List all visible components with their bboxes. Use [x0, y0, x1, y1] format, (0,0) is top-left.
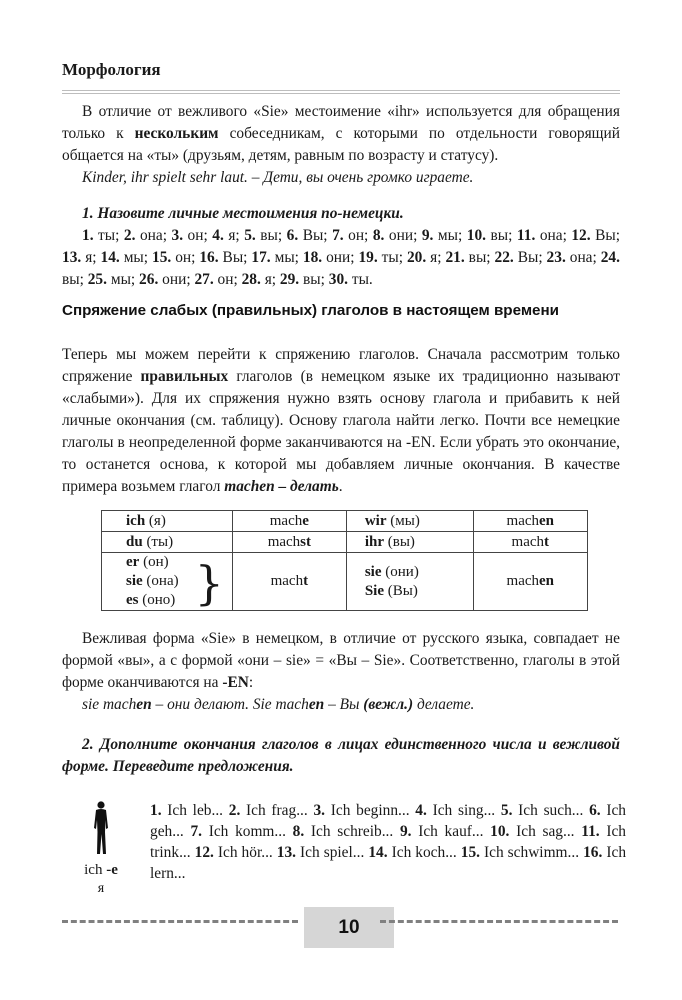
exercise-1-items — [62, 225, 620, 291]
pronoun-cell-plural — [346, 511, 473, 532]
polite-ex-2-ending: en — [308, 696, 325, 713]
section-paragraph — [62, 344, 620, 498]
item-number: 13. — [62, 249, 82, 266]
exercise-1-item: 19. ты; — [358, 249, 407, 266]
item-number: 28. — [241, 271, 261, 288]
exercise-2-items — [150, 800, 626, 884]
figure-ending: -e — [106, 862, 118, 878]
pronoun: ich (я) — [126, 512, 166, 529]
item-number: 17. — [251, 249, 271, 266]
exercise-1-item: 1. ты; — [82, 227, 124, 244]
page-footer — [62, 905, 618, 937]
exercise-1-item: 2. она; — [123, 227, 172, 244]
exercise-1-item: 21. вы; — [445, 249, 495, 266]
verb-ending: en — [539, 573, 555, 589]
item-number: 2. — [228, 802, 241, 819]
verb-ending: t — [544, 533, 550, 550]
pronoun-german: wir — [364, 512, 387, 529]
polite-ex-2: – они делают. Sie mach — [151, 696, 309, 713]
item-number: 8. — [292, 823, 305, 840]
figure-translation: я — [97, 881, 105, 896]
exercise-2-item: 4. Ich sing... — [415, 802, 501, 819]
exercise-1-item: 24. вы; — [62, 249, 620, 288]
exercise-1-item: 30. ты. — [328, 271, 373, 288]
exercise-1-item: 10. вы; — [466, 227, 517, 244]
verb-form-plural: machen — [473, 553, 587, 611]
exercise-1-item: 6. Вы; — [286, 227, 333, 244]
section-bold-word: правильных — [140, 368, 229, 385]
pronoun-cell-singular — [102, 532, 233, 553]
header-rule-second — [62, 93, 620, 94]
polite-paragraph — [62, 628, 620, 694]
exercise-1-item: 9. мы; — [421, 227, 467, 244]
exercise-2-item: 8. Ich schreib... — [292, 823, 400, 840]
intro-paragraph — [62, 101, 620, 167]
exercise-1-item: 20. я; — [406, 249, 446, 266]
item-number: 4. — [212, 227, 224, 244]
item-number: 7. — [332, 227, 344, 244]
item-number: 19. — [358, 249, 378, 266]
pronoun: sie (они) — [364, 563, 419, 580]
exercise-1-item: 22. Вы; — [494, 249, 547, 266]
polite-form-section — [62, 628, 620, 716]
exercise-1-item: 27. он; — [194, 271, 242, 288]
item-number: 16. — [583, 844, 603, 861]
pronoun-german: du — [126, 533, 143, 550]
exercise-1-item: 26. они; — [139, 271, 195, 288]
running-head: Морфология — [62, 60, 161, 79]
verb-ending: en — [539, 512, 555, 529]
intro-text-a: В отличие от вежливого «Sie» местоимение «ihr» используется для обращения только к — [62, 103, 620, 142]
pronoun: wir (мы) — [364, 512, 420, 529]
item-number: 10. — [466, 227, 487, 244]
item-number: 14. — [368, 844, 388, 861]
exercise-2-item: 15. Ich schwimm... — [460, 844, 584, 861]
item-number: 2. — [123, 227, 136, 244]
exercise-2-item: 1. Ich leb... — [150, 802, 229, 819]
item-number: 24. — [600, 249, 620, 266]
exercise-2-item: 13. Ich spiel... — [276, 844, 369, 861]
page-number: 10 — [304, 907, 394, 948]
curly-brace-icon: } — [194, 556, 224, 610]
item-number: 23. — [546, 249, 566, 266]
polite-text-b: : — [248, 674, 254, 691]
pronoun-german: es — [126, 592, 139, 608]
item-number: 6. — [286, 227, 299, 244]
exercise-1-title: 1. Назовите личные местоимения по-немецки. — [82, 205, 404, 222]
item-number: 25. — [87, 271, 107, 288]
polite-ex-3-bold: (вежл.) — [363, 696, 414, 713]
item-number: 15. — [152, 249, 172, 266]
figure-pronoun: ich — [84, 862, 103, 878]
exercise-1-item: 18. они; — [302, 249, 359, 266]
section-heading: Спряжение слабых (правильных) глаголов в настоящем времени — [62, 302, 560, 319]
item-number: 10. — [490, 823, 510, 840]
polite-ex-1-ending: en — [136, 696, 152, 713]
polite-text-a: Вежливая форма «Sie» в немецком, в отличие от русского языка, совпадает не формой «вы», а с формой «они – sie» = «Вы – Sie». Соответственно, глаголы в этой форме оканчиваются на — [62, 630, 620, 691]
pronoun: er (он) — [126, 554, 169, 570]
item-number: 9. — [421, 227, 434, 244]
table-row — [102, 532, 588, 553]
intro-bold-word: нескольким — [134, 125, 219, 142]
pronoun-german: er — [126, 554, 140, 570]
pronoun-cell-singular — [102, 511, 233, 532]
section-text — [62, 344, 620, 498]
polite-ex-4: делаете. — [413, 696, 475, 713]
exercise-2-item: 9. Ich kauf... — [399, 823, 491, 840]
exercise-1-item: 3. он; — [171, 227, 213, 244]
item-number: 4. — [415, 802, 427, 819]
exercise-2-item: 3. Ich beginn... — [313, 802, 416, 819]
pronoun-cell-plural — [346, 553, 473, 611]
item-number: 11. — [516, 227, 536, 244]
item-number: 26. — [139, 271, 159, 288]
item-number: 18. — [302, 249, 323, 266]
exercise-1-item: 28. я; — [241, 271, 280, 288]
exercise-2-item: 2. Ich frag... — [228, 802, 314, 819]
exercise-2-item: 7. Ich komm... — [190, 823, 293, 840]
item-number: 20. — [406, 249, 427, 266]
exercise-1-item: 13. я; — [62, 249, 101, 266]
exercise-1-item: 4. я; — [212, 227, 245, 244]
item-number: 30. — [328, 271, 348, 288]
pronoun-german: sie — [126, 573, 143, 589]
verb-form-singular: macht — [232, 553, 346, 611]
item-number: 3. — [313, 802, 326, 819]
exercise-1-item: 8. они; — [372, 227, 422, 244]
polite-example — [62, 694, 620, 716]
item-number: 29. — [279, 271, 300, 288]
figure-caption — [76, 860, 126, 880]
verb-ending: t — [303, 573, 309, 589]
pronoun-german: ich — [126, 512, 146, 529]
exercise-1 — [62, 203, 620, 291]
exercise-2-item: 5. Ich such... — [500, 802, 590, 819]
section-text-b: глаголов (в немецком языке их традиционно называют «слабыми»). Для их спряжения нужно взять основу глагола и прибавить к ней личные окончания (см. таблицу). Основу глагола найти легко. Почти все немецкие глаголы в неопределенной форме заканчиваются на -EN. Если убрать это окончание, то останется основа, к которой мы добавляем личные окончания. В качестве примера возьмем глагол — [62, 368, 620, 495]
polite-ex-3: – Вы — [324, 696, 364, 713]
item-number: 16. — [199, 249, 219, 266]
item-number: 14. — [100, 249, 120, 266]
item-number: 8. — [372, 227, 385, 244]
intro-section — [62, 101, 620, 189]
item-number: 5. — [244, 227, 256, 244]
exercise-2-heading — [62, 734, 620, 778]
exercise-1-item: 29. вы; — [279, 271, 329, 288]
section-text-a: Теперь мы можем перейти к спряжению глаголов. Сначала рассмотрим только спряжение — [62, 346, 620, 385]
item-number: 21. — [445, 249, 465, 266]
pronoun-cell-plural — [346, 532, 473, 553]
exercise-2-title: 2. Дополните окончания глаголов в лицах единственного числа и вежливой форме. Переведите предложения. — [62, 736, 620, 775]
exercise-2-item: 12. Ich hör... — [194, 844, 277, 861]
exercise-1-item: 23. она; — [546, 249, 601, 266]
exercise-2-item: 11. Ich trink... — [150, 823, 626, 861]
exercise-2-item: 14. Ich koch... — [368, 844, 461, 861]
exercise-1-item: 5. вы; — [244, 227, 287, 244]
item-number: 12. — [194, 844, 214, 861]
table-row — [102, 553, 588, 611]
pronoun-german: sie — [364, 563, 382, 580]
exercise-2-item: 6. Ich geh... — [150, 802, 626, 840]
exercise-1-item: 7. он; — [332, 227, 373, 244]
exercise-1-item: 25. мы; — [87, 271, 140, 288]
pronoun: ihr (вы) — [364, 533, 415, 550]
item-number: 15. — [460, 844, 480, 861]
item-number: 1. — [150, 802, 162, 819]
polite-ex-1: sie mach — [82, 696, 137, 713]
pronoun-german: Sie — [364, 582, 385, 599]
footer-dashed-line-left — [62, 920, 298, 923]
item-number: 6. — [589, 802, 601, 819]
exercise-1-item: 17. мы; — [251, 249, 303, 266]
item-number: 13. — [276, 844, 297, 861]
pronoun: sie (она) — [126, 573, 179, 589]
item-number: 3. — [171, 227, 184, 244]
exercise-2-item: 10. Ich sag... — [490, 823, 582, 840]
footer-dashed-line-right — [380, 920, 618, 923]
verb-ending: st — [300, 533, 312, 550]
conjugation-table — [101, 510, 588, 611]
exercise-1-item: 16. Вы; — [199, 249, 252, 266]
intro-text-b: собеседникам, с которыми по отдельности говорящий общается на «ты» (друзьям, детям, равным по возрасту и статусу). — [62, 125, 621, 164]
verb-form-singular: machst — [232, 532, 346, 553]
item-number: 27. — [194, 271, 214, 288]
intro-example: Kinder, ihr spielt sehr laut. – Дети, вы очень громко играете. — [82, 169, 474, 186]
header-rule — [62, 90, 620, 91]
table-row — [102, 511, 588, 532]
pronoun-german: ihr — [364, 533, 385, 550]
section-text-end: . — [338, 478, 343, 495]
exercise-1-item: 15. он; — [152, 249, 200, 266]
verb-form-singular: mache — [232, 511, 346, 532]
pronoun-cell-singular — [102, 553, 233, 611]
verb-ending: e — [302, 512, 309, 529]
item-number: 7. — [190, 823, 203, 840]
exercise-1-item: 11. она; — [516, 227, 572, 244]
man-silhouette-icon — [90, 800, 112, 856]
person-figure — [76, 800, 126, 898]
exercise-1-item: 12. Вы; — [571, 227, 620, 244]
exercise-2-item: 16. Ich lern... — [150, 844, 627, 882]
exercise-1-item: 14. мы; — [100, 249, 152, 266]
pronoun: du (ты) — [126, 533, 174, 550]
item-number: 1. — [82, 227, 94, 244]
section-example-verb: machen – делать — [224, 478, 339, 495]
verb-form-plural: machen — [473, 511, 587, 532]
item-number: 5. — [500, 802, 513, 819]
verb-form-plural: macht — [473, 532, 587, 553]
item-number: 9. — [399, 823, 412, 840]
polite-bold-ending: -EN — [222, 674, 249, 691]
pronoun: Sie (Вы) — [364, 582, 418, 599]
pronoun: es (оно) — [126, 592, 176, 608]
item-number: 11. — [581, 823, 600, 840]
item-number: 12. — [571, 227, 591, 244]
item-number: 22. — [494, 249, 514, 266]
